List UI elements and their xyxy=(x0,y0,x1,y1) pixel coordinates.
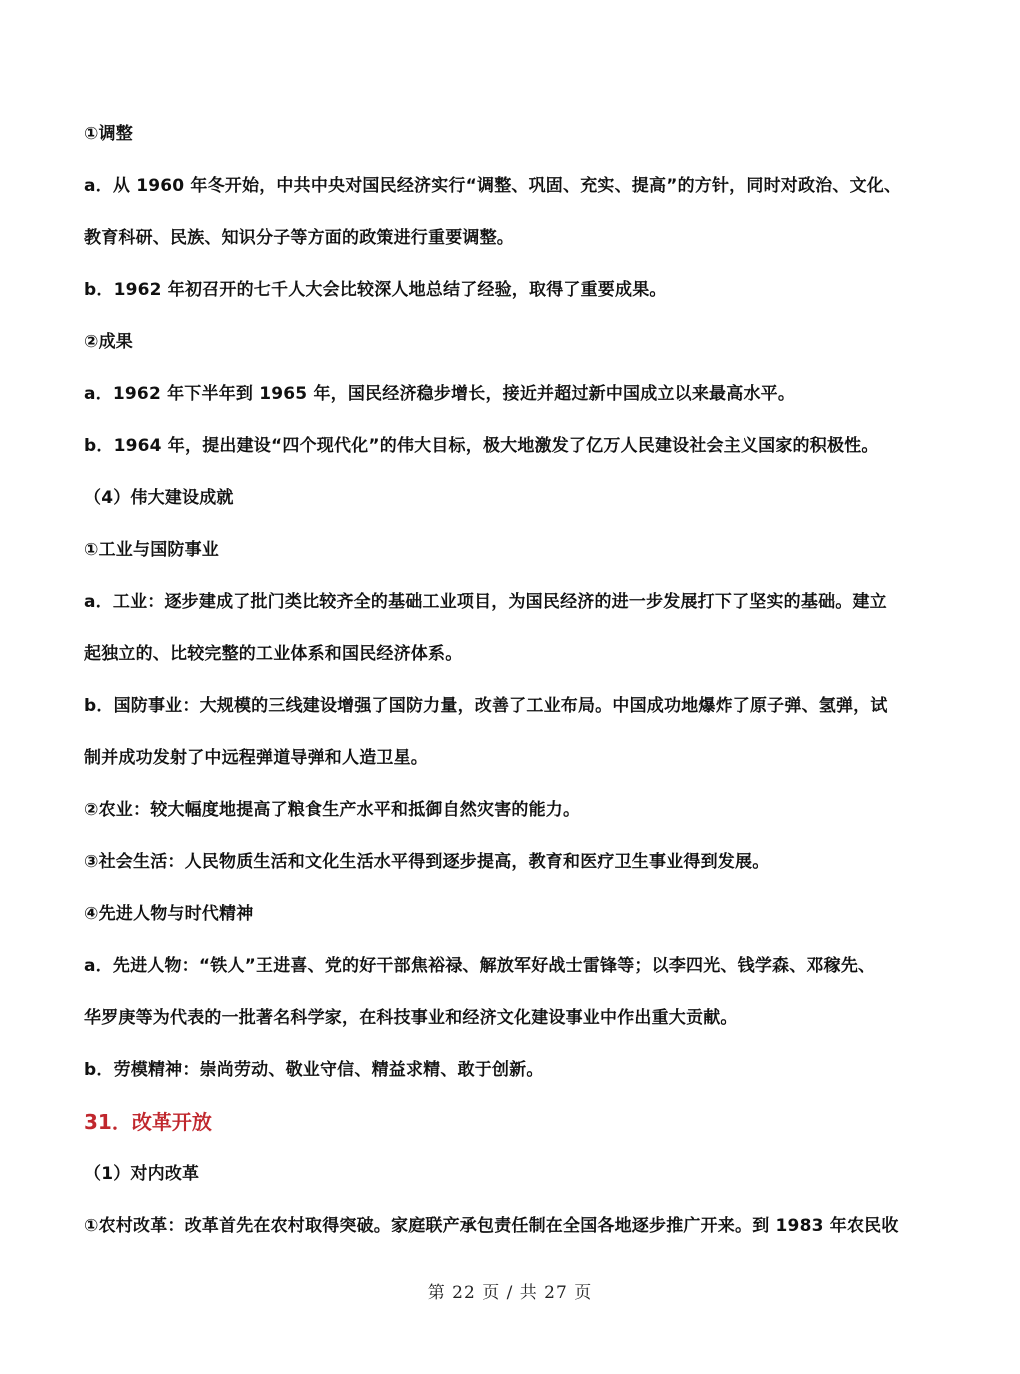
heading-adjustment: ①调整 xyxy=(84,124,133,144)
paragraph-line: a．从 1960 年冬开始，中共中央对国民经济实行“调整、巩固、充实、提高”的方针，同时对政治、文化、 xyxy=(84,176,902,196)
paragraph-line: a．工业：逐步建成了批门类比较齐全的基础工业项目，为国民经济的进一步发展打下了坚实的基础。建立 xyxy=(84,592,887,612)
paragraph-line: b．劳模精神：崇尚劳动、敬业守信、精益求精、敢于创新。 xyxy=(84,1060,544,1080)
paragraph-line: a．1962 年下半年到 1965 年，国民经济稳步增长，接近并超过新中国成立以来最高水平。 xyxy=(84,384,796,404)
subheading-internal-reform: （1）对内改革 xyxy=(84,1164,200,1184)
heading-advanced-figures: ④先进人物与时代精神 xyxy=(84,904,254,924)
paragraph-line: ①农村改革：改革首先在农村取得突破。家庭联产承包责任制在全国各地逐步推广开来。到 1983 年农民收 xyxy=(84,1216,899,1236)
paragraph-line: b．1964 年，提出建设“四个现代化”的伟大目标，极大地激发了亿万人民建设社会主义国家的积极性。 xyxy=(84,436,879,456)
paragraph-line: ③社会生活：人民物质生活和文化生活水平得到逐步提高，教育和医疗卫生事业得到发展。 xyxy=(84,852,770,872)
paragraph-line: 起独立的、比较完整的工业体系和国民经济体系。 xyxy=(84,644,463,664)
page-number-footer: 第 22 页 / 共 27 页 xyxy=(427,1283,593,1303)
heading-industry-defense: ①工业与国防事业 xyxy=(84,540,219,560)
paragraph-line: b．国防事业：大规模的三线建设增强了国防力量，改善了工业布局。中国成功地爆炸了原子弹、氢弹，试 xyxy=(84,696,888,716)
paragraph-line: b．1962 年初召开的七千人大会比较深人地总结了经验，取得了重要成果。 xyxy=(84,280,667,300)
paragraph-line: 教育科研、民族、知识分子等方面的政策进行重要调整。 xyxy=(84,228,514,248)
subheading-achievements: （4）伟大建设成就 xyxy=(84,488,234,508)
paragraph-line: a．先进人物：“铁人”王进喜、党的好干部焦裕禄、解放军好战士雷锋等；以李四光、钱学森、邓稼先、 xyxy=(84,956,876,976)
document-body xyxy=(84,108,940,1252)
section-title-reform-opening: 31．改革开放 xyxy=(84,1110,212,1134)
heading-results: ②成果 xyxy=(84,332,133,352)
paragraph-line: 华罗庚等为代表的一批著名科学家，在科技事业和经济文化建设事业中作出重大贡献。 xyxy=(84,1008,738,1028)
paragraph-line: 制并成功发射了中远程弹道导弹和人造卫星。 xyxy=(84,748,428,768)
paragraph-line: ②农业：较大幅度地提高了粮食生产水平和抵御自然灾害的能力。 xyxy=(84,800,581,820)
